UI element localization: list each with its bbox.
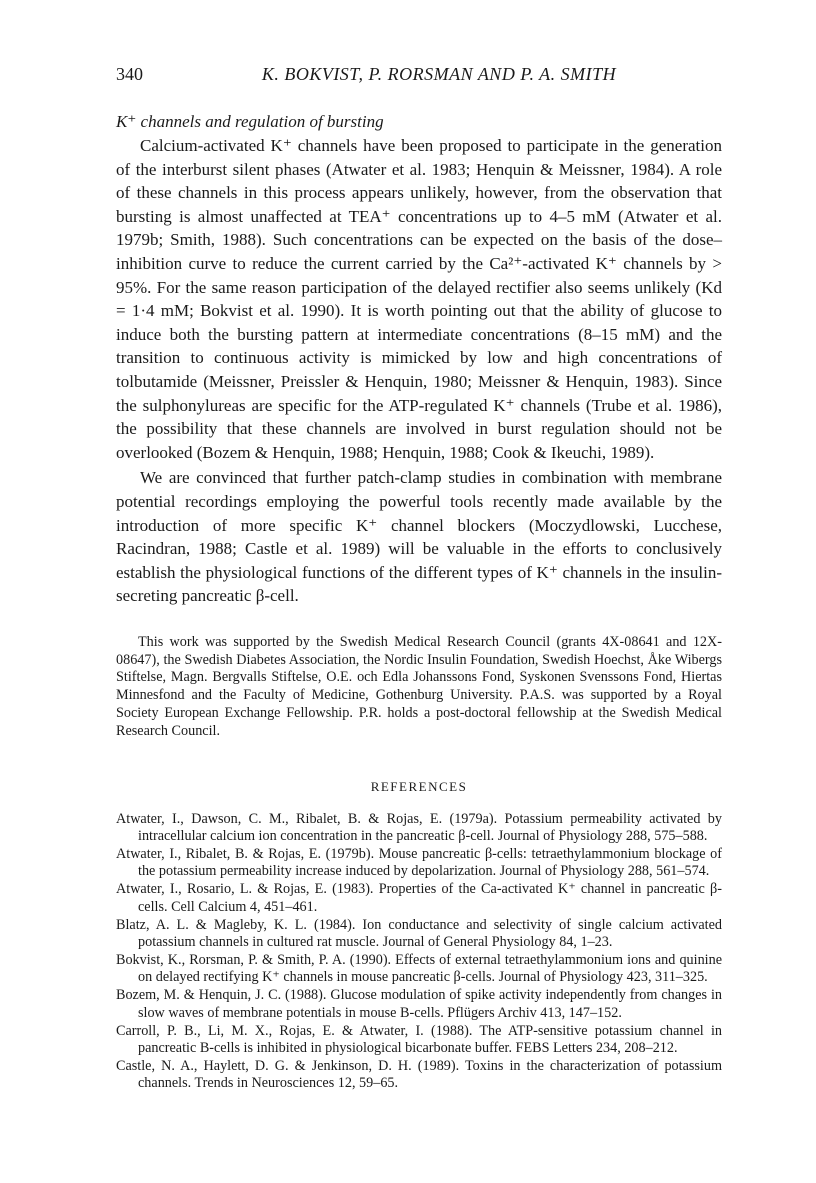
body-paragraph: We are convinced that further patch-clamp studies in combination with membrane potential recordings employing the powerful tools recently made available by the introduction of more specific K⁺ channel blockers (Moczydlowski, Lucchese, Racindran, 1988; Castle et al. 1989) will be valuable in the efforts to conclusively establish the physiological functions of the different types of K⁺ channels in the insulin-secreting pancreatic β-cell. bbox=[116, 468, 722, 606]
running-head: K. BOKVIST, P. RORSMAN AND P. A. SMITH bbox=[261, 64, 617, 84]
reference-item: Bozem, M. & Henquin, J. C. (1988). Glucose modulation of spike activity independently from changes in slow waves of membrane potentials in mouse B-cells. Pflügers Archiv 413, 147–152. bbox=[116, 987, 722, 1021]
references-heading: REFERENCES bbox=[370, 778, 468, 794]
page-header bbox=[116, 64, 722, 90]
reference-list bbox=[116, 811, 722, 1093]
reference-item: Carroll, P. B., Li, M. X., Rojas, E. & Atwater, I. (1988). The ATP-sensitive potassium channel in pancreatic B-cells is inhibited in physiological bicarbonate buffer. FEBS Letters 234, 208–212. bbox=[116, 1022, 722, 1056]
section-title: K⁺ channels and regulation of bursting bbox=[116, 112, 384, 131]
reference-item: Atwater, I., Ribalet, B. & Rojas, E. (1979b). Mouse pancreatic β-cells: tetraethylammonium blockage of the potassium permeability increase induced by depolarization. Journal of Physiology 288, 561–574. bbox=[116, 845, 722, 880]
journal-page bbox=[116, 64, 722, 1093]
acknowledgement: This work was supported by the Swedish Medical Research Council (grants 4X-08641 and 12X-08647), the Swedish Diabetes Association, the Nordic Insulin Foundation, Swedish Hoechst, Åke Wibergs Stiftelse, Magn. Bergvalls Stiftelse, O.E. och Edla Johanssons Fond, Syskonen Svenssons Fond, Hiertas Minnesfond and the Faculty of Medicine, Gothenburg University. P.A.S. was supported by a Royal Society European Exchange Fellowship. P.R. holds a post-doctoral fellowship at the Swedish Medical Research Council. bbox=[116, 633, 722, 739]
reference-item: Atwater, I., Dawson, C. M., Ribalet, B. & Rojas, E. (1979a). Potassium permeability activated by intracellular calcium ion concentration in the pancreatic β-cell. Journal of Physiology 288, 575–588. bbox=[116, 810, 722, 845]
reference-item: Blatz, A. L. & Magleby, K. L. (1984). Ion conductance and selectivity of single calcium activated potassium channels in cultured rat muscle. Journal of General Physiology 84, 1–23. bbox=[116, 916, 722, 950]
body-paragraph: Calcium-activated K⁺ channels have been proposed to participate in the generation of the interburst silent phases (Atwater et al. 1983; Henquin & Meissner, 1984). A role of these channels in this process appears unlikely, however, from the observation that bursting is almost unaffected at TEA⁺ concentrations up to 4–5 mM (Atwater et al. 1979b; Smith, 1988). Such concentrations can be expected on the basis of the dose–inhibition curve to reduce the current carried by the Ca²⁺-activated K⁺ channels by > 95%. For the same reason participation of the delayed rectifier also seems unlikely (Kd = 1·4 mM; Bokvist et al. 1990). It is worth pointing out that the ability of glucose to induce both the bursting pattern at intermediate concentrations (8–15 mM) and the transition to continuous activity is mimicked by low and high concentrations of tolbutamide (Meissner, Preissler & Henquin, 1980; Meissner & Henquin, 1983). Since the sulphonylureas are specific for the ATP-regulated K⁺ channels (Trube et al. 1986), the possibility that these channels are involved in burst regulation should not be overlooked (Bozem & Henquin, 1988; Henquin, 1988; Cook & Ikeuchi, 1989). bbox=[116, 136, 722, 462]
reference-item: Bokvist, K., Rorsman, P. & Smith, P. A. (1990). Effects of external tetraethylammonium ions and quinine on delayed rectifying K⁺ channels in mouse pancreatic β-cells. Journal of Physiology 423, 311–325. bbox=[116, 951, 722, 986]
reference-item: Castle, N. A., Haylett, D. G. & Jenkinson, D. H. (1989). Toxins in the characterization of potassium channels. Trends in Neurosciences 12, 59–65. bbox=[116, 1057, 722, 1092]
page-number: 340 bbox=[116, 64, 143, 84]
reference-item: Atwater, I., Rosario, L. & Rojas, E. (1983). Properties of the Ca-activated K⁺ channel in pancreatic β-cells. Cell Calcium 4, 451–461. bbox=[116, 881, 722, 915]
